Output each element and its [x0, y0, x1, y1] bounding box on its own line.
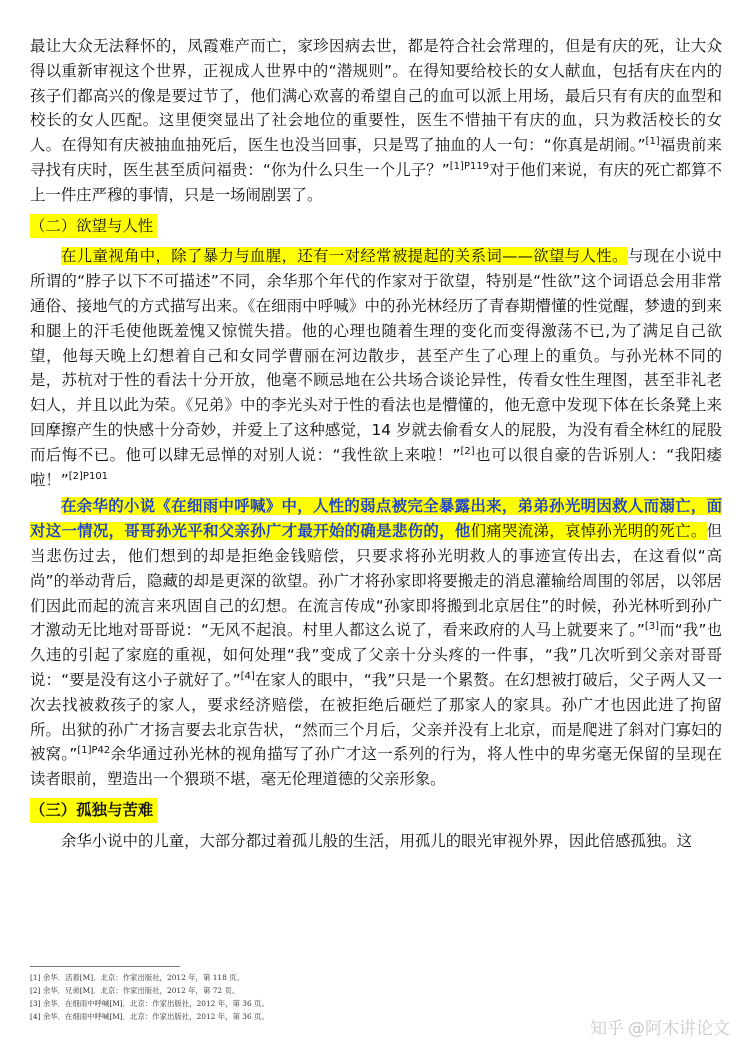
footnote-divider: [30, 966, 180, 967]
footnote-item: [1] 余华．活着[M]．北京：作家出版社，2012 年，第 118 页。: [30, 973, 244, 982]
watermark-site: 知乎: [590, 1019, 624, 1039]
document-page: [30, 34, 722, 854]
highlighted-text: 们痛哭流涕，哀悼孙光明的死亡。: [470, 522, 707, 541]
watermark: [590, 1014, 730, 1039]
watermark-account: @阿木讲论文: [628, 1019, 730, 1039]
paragraph-4: 余华小说中的儿童，大部分都过着孤儿般的生活，用孤儿的眼光审视外界，因此倍感孤独。这: [61, 831, 693, 850]
paragraph-3: [30, 494, 722, 792]
paragraph-2: [30, 244, 722, 492]
paragraph-2-text: 也可以很自豪的告诉别人：“我阳痿啦！”: [30, 445, 722, 489]
footnote-item: [4] 余华．在细雨中呼喊[M]．北京：作家出版社，2012 年，第 36 页。: [30, 1012, 269, 1021]
paragraph-1-text: 最让大众无法释怀的，凤霞难产而亡，家珍因病去世，都是符合社会常理的，但是有庆的死，让大众得以重新审视这个世界，正视成人世界中的“潜规则”。在得知要给校长的女人献血，包括有庆在内的孩子们都高兴的像是要过节了，他们满心欢喜的希望自己的血可以派上用场，最后只有有庆的血型和校长的女人匹配。这里便突显出了社会地位的重要性，医生不惜抽干有庆的血，只为救活校长的女人。在得知有庆被抽血抽死后，医生也没当回事，只是骂了抽血的人一句：“你真是胡闹。”: [30, 37, 722, 155]
paragraph-3-text: 而“我”也久违的引起了家庭的重视，如何处理“我”变成了父亲十分头疼的一件事，“我”几次听到父亲对哥哥说：“要是没有这小子就好了。”: [30, 621, 722, 689]
footnote-item: [3] 余华．在细雨中呼喊[M]．北京：作家出版社，2012 年，第 36 页。: [30, 999, 269, 1008]
footnote-item: [2] 余华．兄弟[M]．北京：作家出版社，2012 年，第 72 页。: [30, 986, 240, 995]
paragraph-3-text: 在家人的眼中，“我”只是一个累赘。在幻想被打破后，父子两人又一次去找被救孩子的家人，要求经济赔偿，在被拒绝后砸烂了那家人的家具。孙广才也因此进了拘留所。出狱的孙广才扬言要去北京告状，“然而三个月后，父亲并没有上北京，而是爬进了斜对门寡妇的被窝。”: [30, 670, 722, 764]
footnote-ref: [2]: [460, 445, 475, 457]
footnote-ref: [1]: [645, 136, 660, 148]
section-heading-loneliness: （三）孤独与苦难: [30, 798, 157, 823]
footnote-ref: [3]: [644, 621, 660, 633]
paragraph-1-text: 对于他们来说，有庆的死亡都算不上一件庄严穆的事情，只是一场闹剧罢了。: [30, 160, 722, 204]
footnote-ref: [2]P101: [68, 470, 109, 482]
highlighted-text: 在儿童视角中，除了暴力与血腥，还有一对经常被提起的关系词——欲望与人性。: [61, 247, 628, 266]
footnote-ref: [1]P119: [449, 160, 490, 172]
footnote-ref: [4]: [240, 670, 255, 682]
paragraph-1: [30, 34, 722, 208]
highlighted-blue-text: 在余华的小说《在细雨中呼喊》中，人性的弱点被完全暴露出来，弟弟孙光明因救人而溺亡，面对这一情况，哥哥孙光平和父亲孙广才最开始的确是悲伤的，他: [30, 497, 722, 541]
paragraph-3-text: 余华通过孙光林的视角描写了孙广才这一系列的行为，将人性中的卑劣毫无保留的呈现在读者眼前，塑造出一个猥琐不堪，毫无伦理道德的父亲形象。: [30, 745, 722, 789]
footnote-ref: [1]P42: [77, 745, 111, 757]
paragraph-2-text: 与现在小说中所谓的“脖子以下不可描述”不同，余华那个年代的作家对于欲望，特别是“性欲”这个词语总会用非常通俗、接地气的方式描写出来。《在细雨中呼喊》中的孙光林经历了青春期懵懂的性觉醒，梦遗的到来和腿上的汗毛使他既羞愧又惊慌失措。他的心理也随着生理的变化而变得激荡不已,为了满足自己欲望，他每天晚上幻想着自己和女同学曹丽在河边散步，甚至产生了心理上的重负。与孙光林不同的是，苏杭对于性的看法十分开放，他毫不顾忌地在公共场合谈论异性，传看女性生理图，甚至非礼老妇人，并且以此为荣。《兄弟》中的李光头对于性的看法也是懵懂的，他无意中发现下体在长条凳上来回摩擦产生的快感十分奇妙，并爱上了这种感觉，14 岁就去偷看女人的屁股，为没有看全林红的屁股而后悔不已。他可以肆无忌惮的对别人说：“我性欲上来啦！”: [30, 247, 722, 464]
section-heading-desire: （二）欲望与人性: [30, 214, 157, 239]
paragraph-3-text: 但当悲伤过去，他们想到的却是拒绝金钱赔偿，只要求将孙光明救人的事迹宣传出去，在这看似“高尚”的举动背后，隐藏的却是更深的欲望。孙广才将孙家即将要搬走的消息灌输给周围的邻居，以邻居们因此而起的流言来巩固自己的幻想。在流言传成“孙家即将搬到北京居住”的时候，孙光林听到孙广才激动无比地对哥哥说：“无风不起浪。村里人都这么说了，看来政府的人马上就要来了。”: [30, 522, 722, 640]
footnotes: [30, 966, 590, 1023]
paragraph-1-text: 福贵前来寻找有庆时，医生甚至质问福贵：“你为什么只生一个儿子？”: [30, 136, 722, 179]
